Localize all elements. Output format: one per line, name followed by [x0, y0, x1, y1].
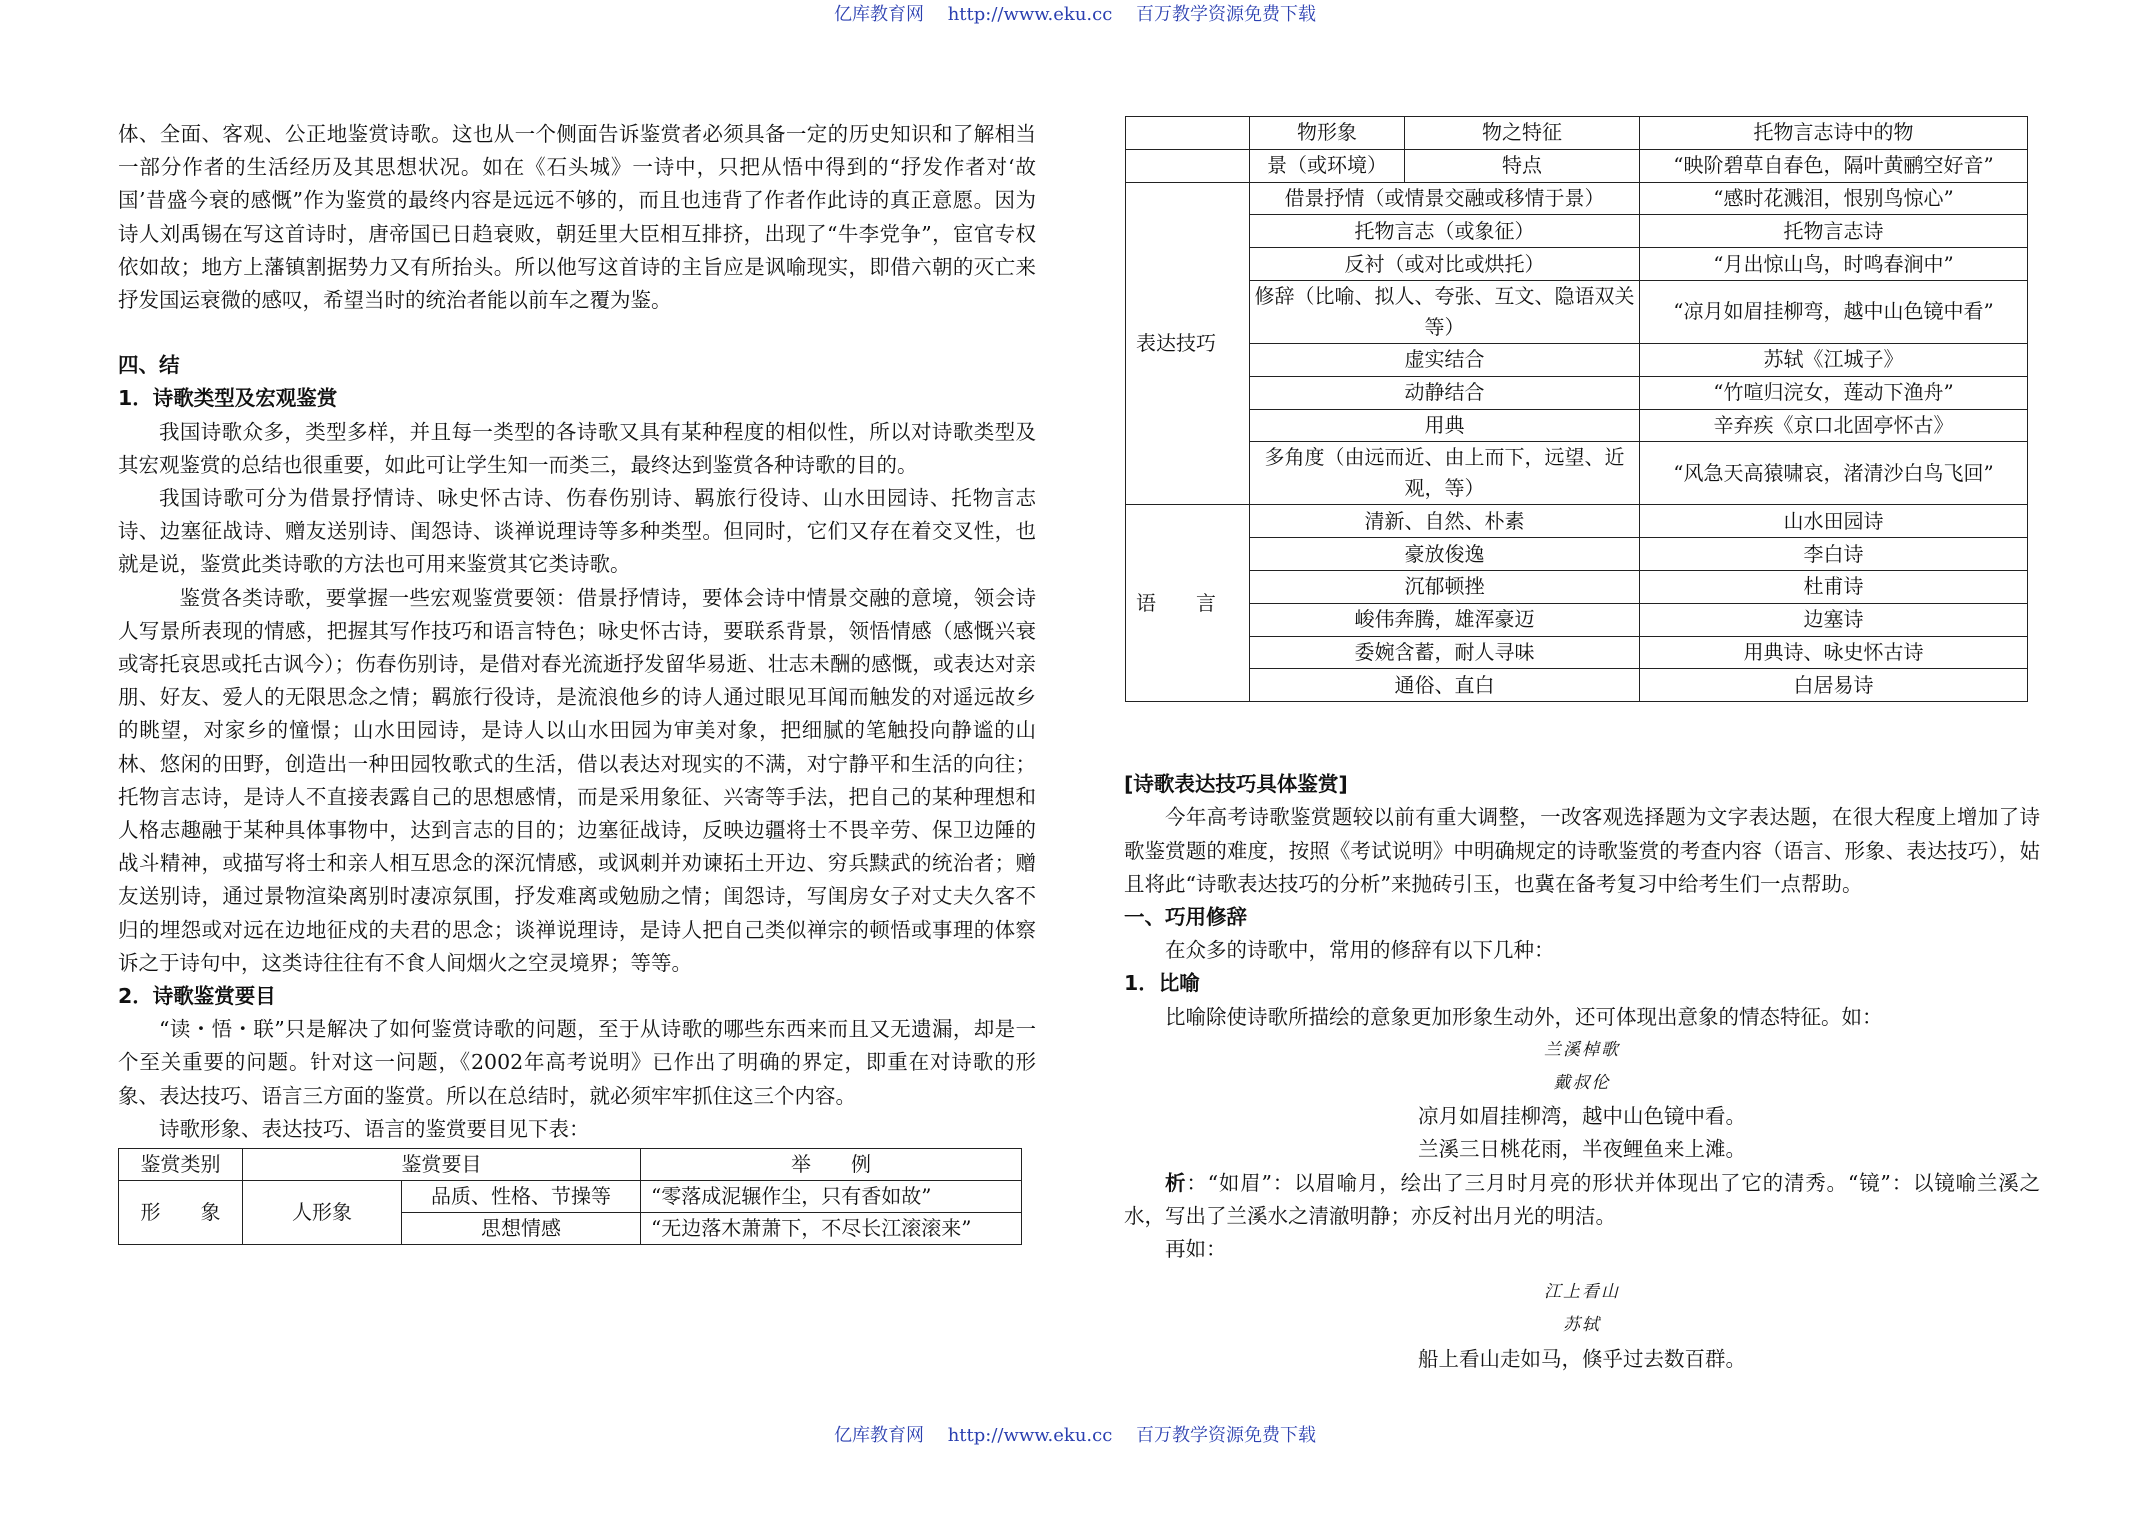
- table-row: [1126, 149, 2028, 182]
- section-heading-four: 四、结: [118, 353, 180, 378]
- paragraph: 比喻除使诗歌所描绘的意象更加形象生动外，还可体现出意象的情态特征。如：: [1165, 1004, 1883, 1029]
- table-row: [119, 1181, 1022, 1213]
- item-cell: 动静结合: [1250, 376, 1640, 409]
- poem-author: 苏轼: [1563, 1315, 1601, 1336]
- heading-rhetoric: 一、巧用修辞: [1124, 904, 1247, 929]
- poem-title: 江上看山: [1544, 1282, 1620, 1303]
- item-cell: 委婉含蓄，耐人寻味: [1250, 636, 1640, 669]
- example-cell: “感时花溅泪，恨别鸟惊心”: [1640, 182, 2028, 215]
- item-cell: 虚实结合: [1250, 343, 1640, 376]
- example-cell: “零落成泥辗作尘，只有香如故”: [641, 1181, 1022, 1213]
- item-cell: 清新、自然、朴素: [1250, 505, 1640, 538]
- heading-technique-appreciation: [诗歌表达技巧具体鉴赏]: [1124, 772, 1348, 797]
- table-row: [1126, 248, 2028, 281]
- table-header-cell: 举 例: [641, 1149, 1022, 1181]
- header-banner: 亿库教育网 http://www.eku.cc 百万教学资源免费下载: [833, 4, 1317, 25]
- item-cell: 托物言志（或象征）: [1250, 215, 1640, 248]
- example-cell: “风急天高猿啸哀，渚清沙白鸟飞回”: [1640, 442, 2028, 505]
- table-row: [1126, 538, 2028, 571]
- table-row: [1126, 636, 2028, 669]
- category-cell-language: 语 言: [1126, 505, 1250, 702]
- category-cell-blank: [1126, 117, 1250, 150]
- table-header-row: [119, 1149, 1022, 1181]
- footer-banner: 亿库教育网 http://www.eku.cc 百万教学资源免费下载: [833, 1425, 1317, 1446]
- category-cell: 形 象: [119, 1181, 243, 1245]
- table-header-cell: 鉴赏要目: [243, 1149, 641, 1181]
- analysis-label: 析: [1165, 1170, 1187, 1195]
- analysis-text: ：“如眉”：以眉喻月，绘出了三月时月亮的形状并体现出了它的清秀。“镜”：以镜喻兰溪之水，写出了兰溪水之清澈明静；亦反衬出月光的明洁。: [1124, 1170, 2041, 1228]
- category-cell-blank: [1126, 149, 1250, 182]
- table-row: [1126, 603, 2028, 636]
- intro-paragraph: 体、全面、客观、公正地鉴赏诗歌。这也从一个侧面告诉鉴赏者必须具备一定的历史知识和了解相当一部分作者的生活经历及其思想状况。如在《石头城》一诗中，只把从悟中得到的“抒发作者对‘故国’昔盛今衰的感慨”作为鉴赏的最终内容是远远不够的，而且也违背了作者作此诗的真正意愿。因为诗人刘禹锡在写这首诗时，唐帝国已日趋衰败，朝廷里大臣相互排挤，出现了“牛李党争”，宦官专权依如故；地方上藩镇割据势力又有所抬头。所以他写这首诗的主旨应是讽喻现实，即借六朝的灭亡来抒发国运衰微的感叹，希望当时的统治者能以前车之覆为鉴。: [118, 122, 1036, 313]
- item-cell: 思想情感: [402, 1213, 641, 1245]
- paragraph: 诗歌形象、表达技巧、语言的鉴赏要目见下表：: [159, 1116, 590, 1141]
- example-cell: 苏轼《江城子》: [1640, 343, 2028, 376]
- item-cell: 修辞（比喻、拟人、夸张、互文、隐语双关等）: [1250, 280, 1640, 343]
- poem-line: 船上看山走如马，倏乎过去数百群。: [1418, 1346, 1746, 1371]
- item-cell: 通俗、直白: [1250, 669, 1640, 702]
- table-row: [1126, 215, 2028, 248]
- example-cell: “竹喧归浣女，莲动下渔舟”: [1640, 376, 2028, 409]
- table-row: [1126, 280, 2028, 343]
- example-cell: 托物言志诗中的物: [1640, 117, 2028, 150]
- paragraph: “读・悟・联”只是解决了如何鉴赏诗歌的问题，至于从诗歌的哪些东西来而且又无遗漏，却是一个至关重要的问题。针对这一问题，《2002年高考说明》已作出了明确的界定，即重在对诗歌的形象、表达技巧、语言三方面的鉴赏。所以在总结时，就必须牢牢抓住这三个内容。: [118, 1017, 1036, 1108]
- item-cell: 反衬（或对比或烘托）: [1250, 248, 1640, 281]
- example-cell: “无边落木萧萧下，不尽长江滚滚来”: [641, 1213, 1022, 1245]
- example-cell: 山水田园诗: [1640, 505, 2028, 538]
- item-cell: 借景抒情（或情景交融或移情于景）: [1250, 182, 1640, 215]
- table-row: [1126, 376, 2028, 409]
- paragraph: 我国诗歌众多，类型多样，并且每一类型的各诗歌又具有某种程度的相似性，所以对诗歌类型及其宏观鉴赏的总结也很重要，如此可让学生知一而类三，最终达到鉴赏各种诗歌的目的。: [118, 419, 1036, 477]
- table-row: [1126, 343, 2028, 376]
- table-row: [1126, 442, 2028, 505]
- example-cell: “凉月如眉挂柳弯，越中山色镜中看”: [1640, 280, 2028, 343]
- left-column: [118, 118, 1036, 1245]
- table-row: [1126, 505, 2028, 538]
- item-cell: 品质、性格、节操等: [402, 1181, 641, 1213]
- paragraph: 鉴赏各类诗歌，要掌握一些宏观鉴赏要领：借景抒情诗，要体会诗中情景交融的意境，领会诗人写景所表现的情感，把握其写作技巧和语言特色；咏史怀古诗，要联系背景，领悟情感（感慨兴衰或寄托哀思或托古讽今）；伤春伤别诗，是借对春光流逝抒发留华易逝、壮志未酬的感慨，或表达对亲朋、好友、爱人的无限思念之情；羁旅行役诗，是流浪他乡的诗人通过眼见耳闻而触发的对遥远故乡的眺望，对家乡的憧憬；山水田园诗，是诗人以山水田园为审美对象，把细腻的笔触投向静谧的山林、悠闲的田野，创造出一种田园牧歌式的生活，借以表达对现实的不满，对宁静平和生活的向往；托物言志诗，是诗人不直接表露自己的思想感情，而是采用象征、兴寄等手法，把自己的某种理想和人格志趣融于某种具体事物中，达到言志的目的；边塞征战诗，反映边疆将士不畏辛劳、保卫边陲的战斗精神，或描写将士和亲人相互思念的深沉情感，或讽刺并劝谏拓土开边、穷兵黩武的统治者；赠友送别诗，通过景物渲染离别时凄凉氛围，抒发难离或勉励之情；闺怨诗，写闺房女子对丈夫久客不归的埋怨或对远在边地征戍的夫君的思念；谈禅说理诗，是诗人把自己类似禅宗的顿悟或事理的体察诉之于诗句中，这类诗往往有不食人间烟火之空灵境界；等等。: [118, 585, 1036, 975]
- example-cell: “映阶碧草自春色，隔叶黄鹂空好音”: [1640, 149, 2028, 182]
- item-cell: 多角度（由远而近、由上而下，远望、近观，等）: [1250, 442, 1640, 505]
- example-cell: 辛弃疾《京口北固亭怀古》: [1640, 409, 2028, 442]
- table-row: [1126, 669, 2028, 702]
- table-row: [1126, 182, 2028, 215]
- table-row: [1126, 570, 2028, 603]
- heading-poem-types: 1．诗歌类型及宏观鉴赏: [118, 386, 338, 411]
- item-cell: 用典: [1250, 409, 1640, 442]
- item-cell: 豪放俊逸: [1250, 538, 1640, 571]
- example-cell: 李白诗: [1640, 538, 2028, 571]
- paragraph: 再如：: [1165, 1237, 1227, 1261]
- table-header-cell: 鉴赏类别: [119, 1149, 243, 1181]
- poem-line: 凉月如眉挂柳湾，越中山色镜中看。: [1418, 1104, 1746, 1129]
- poem-title: 兰溪棹歌: [1544, 1039, 1620, 1060]
- poem-line: 兰溪三日桃花雨，半夜鲤鱼来上滩。: [1418, 1137, 1746, 1162]
- subcategory-cell: 景（或环境）: [1250, 149, 1405, 182]
- item-cell: 特点: [1405, 149, 1640, 182]
- item-cell: 峻伟奔腾，雄浑豪迈: [1250, 603, 1640, 636]
- example-cell: 托物言志诗: [1640, 215, 2028, 248]
- category-cell-technique: 表达技巧: [1126, 182, 1250, 505]
- table-row: [1126, 409, 2028, 442]
- example-cell: 白居易诗: [1640, 669, 2028, 702]
- paragraph: 今年高考诗歌鉴赏题较以前有重大调整，一改客观选择题为文字表达题，在很大程度上增加了诗歌鉴赏题的难度，按照《考试说明》中明确规定的诗歌鉴赏的考查内容（语言、形象、表达技巧），姑且将此“诗歌表达技巧的分析”来抛砖引玉，也冀在备考复习中给考生们一点帮助。: [1124, 805, 2040, 896]
- heading-appreciation-items: 2．诗歌鉴赏要目: [118, 984, 276, 1009]
- item-cell: 物之特征: [1405, 117, 1640, 150]
- paragraph: 我国诗歌可分为借景抒情诗、咏史怀古诗、伤春伤别诗、羁旅行役诗、山水田园诗、托物言志诗、边塞征战诗、赠友送别诗、闺怨诗、谈禅说理诗等多种类型。但同时，它们又存在着交叉性，也就是说，鉴赏此类诗歌的方法也可用来鉴赏其它类诗歌。: [118, 486, 1036, 577]
- poem-author: 戴叔伦: [1553, 1072, 1611, 1093]
- appreciation-table-part1: [118, 1148, 1022, 1245]
- example-cell: “月出惊山鸟，时鸣春涧中”: [1640, 248, 2028, 281]
- example-cell: 杜甫诗: [1640, 570, 2028, 603]
- table-row: [1126, 117, 2028, 150]
- heading-metaphor: 1．比喻: [1124, 971, 1200, 996]
- example-cell: 用典诗、咏史怀古诗: [1640, 636, 2028, 669]
- appreciation-table-part2: [1125, 116, 2028, 702]
- analysis-paragraph: [1124, 1167, 2040, 1233]
- item-cell: 沉郁顿挫: [1250, 570, 1640, 603]
- subcategory-cell: 人形象: [243, 1181, 402, 1245]
- example-cell: 边塞诗: [1640, 603, 2028, 636]
- paragraph: 在众多的诗歌中，常用的修辞有以下几种：: [1165, 938, 1555, 963]
- subcategory-cell: 物形象: [1250, 117, 1405, 150]
- right-column: [1124, 118, 2040, 1376]
